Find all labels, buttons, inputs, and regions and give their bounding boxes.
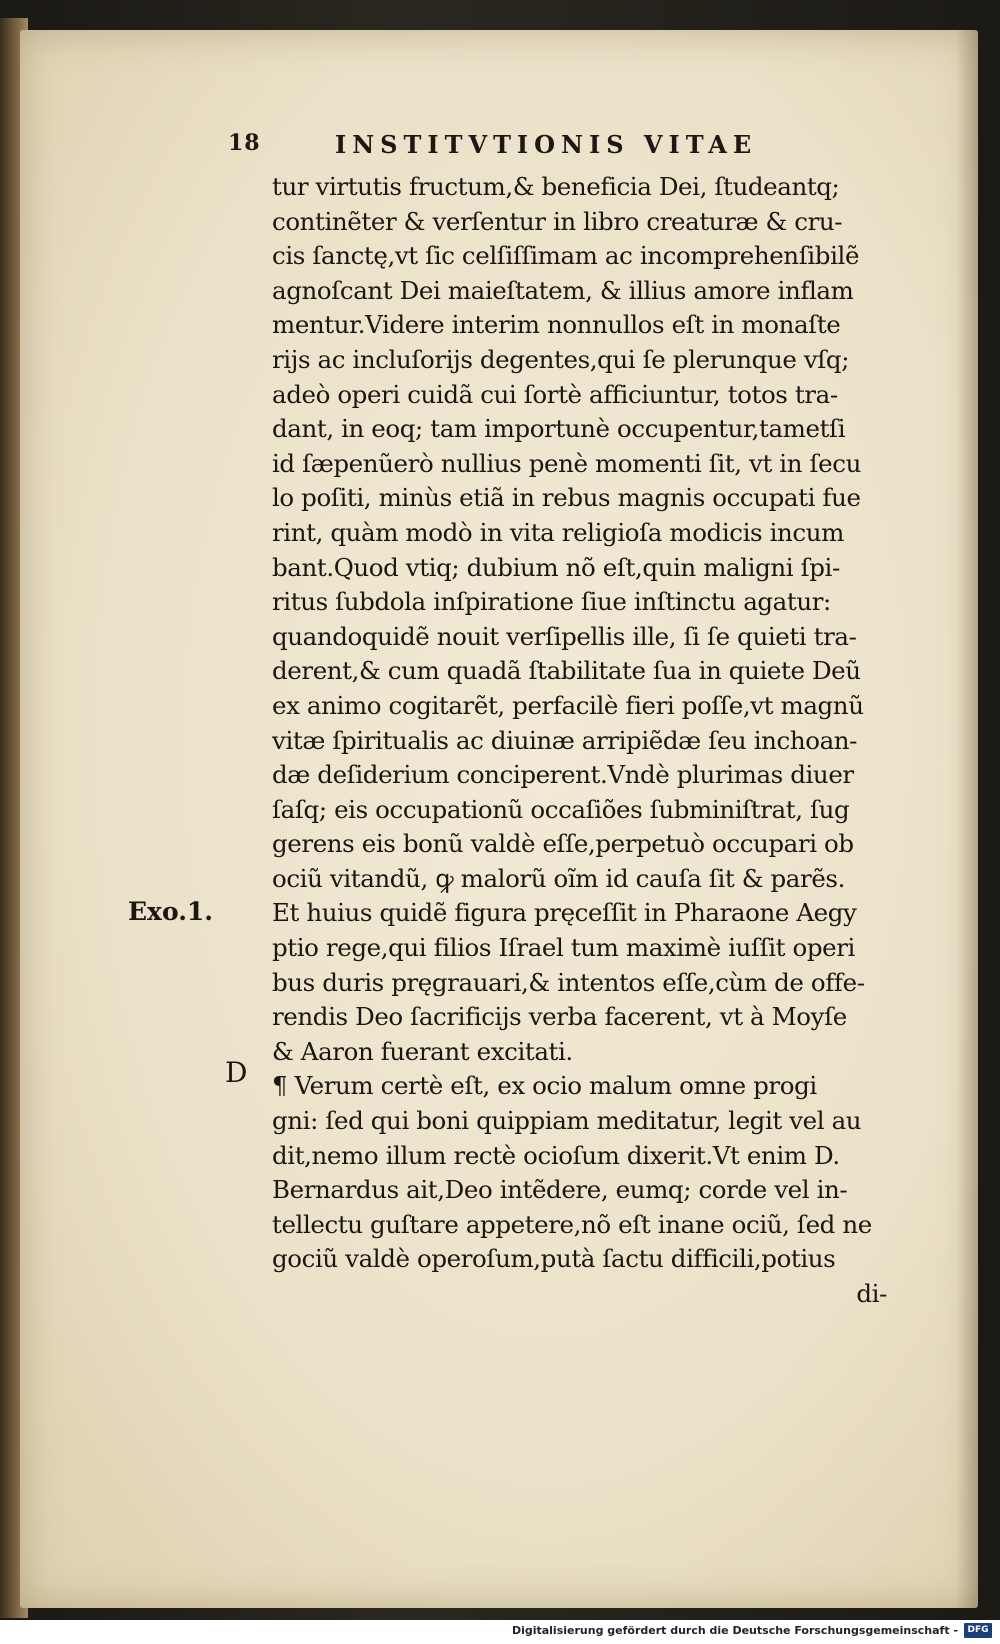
text-line: cis ſanctę,vt ſic celſiſſimam ac incomprehenſibilẽ — [272, 241, 860, 271]
text-line: bus duris pręgrauari,& intentos eſſe,cùm de offe- — [272, 967, 865, 997]
text-line: tur virtutis fructum,& beneficia Dei, ſtudeantq; — [272, 172, 840, 201]
text-line: ex animo cogitarẽt, perfacilè fieri poſſe,vt magnũ — [272, 690, 864, 720]
text-line: bant.Quod vtiq; dubium nõ eſt,quin maligni ſpi- — [272, 552, 840, 582]
text-line: ociũ vitandũ, ꝙ malorũ oĩm id cauſa ſit & parẽs. — [272, 863, 845, 893]
page-number: 18 — [228, 130, 261, 156]
running-title: INSTITVTIONIS VITAE — [335, 130, 758, 159]
dfg-logo: DFG — [964, 1623, 992, 1638]
text-line: derent,& cum quadã ſtabilitate ſua in quiete Deũ — [272, 656, 861, 686]
text-line: Et huius quidẽ figura pręceſſit in Pharaone Aegy — [272, 898, 857, 928]
text-line: gni: ſed qui boni quippiam meditatur, legit vel au — [272, 1106, 862, 1136]
text-line: quandoquidẽ nouit verſipellis ille, ſi ſe quieti tra- — [272, 621, 857, 651]
text-line: dant, in eoq; tam importunè occupentur,tametſi — [272, 414, 846, 444]
text-line: gerens eis bonũ valdè eſſe,perpetuò occupari ob — [272, 829, 854, 859]
catchword: di- — [856, 1279, 887, 1308]
body-text — [272, 170, 887, 1312]
text-line: tellectu guſtare appetere,nõ eſt inane ociũ, ſed ne — [272, 1209, 872, 1239]
text-line: ritus ſubdola inſpiratione ſiue inſtinctu agatur: — [272, 587, 831, 617]
text-line: Bernardus ait,Deo intẽdere, eumq; corde vel in- — [272, 1175, 848, 1205]
page-edge-shadow — [956, 30, 978, 1608]
text-line: rint, quàm modò in vita religioſa modicis incum — [272, 517, 844, 547]
text-line: vitæ ſpiritualis ac diuinæ arripiẽdæ ſeu inchoan- — [272, 725, 858, 755]
text-line: agnoſcant Dei maieſtatem, & illius amore inflam — [272, 275, 854, 305]
text-line: ¶ Verum certè eſt, ex ocio malum omne progi — [272, 1071, 817, 1101]
text-line: ptio rege,qui filios Iſrael tum maximè iuſſit operi — [272, 933, 855, 963]
text-line: continẽter & verſentur in libro creaturæ & cru- — [272, 206, 843, 236]
margin-reference: Exo.1. — [128, 897, 213, 926]
text-line: gociũ valdè operoſum,putà ſactu difficili,potius — [272, 1244, 836, 1274]
section-marker: D — [225, 1056, 248, 1089]
text-line: ſaſq; eis occupationũ occaſiões ſubminiſtrat, ſug — [272, 794, 850, 824]
text-line: & Aaron fuerant excitati. — [272, 1036, 573, 1066]
text-line: mentur.Videre interim nonnullos eſt in monaſte — [272, 310, 841, 340]
text-line: lo poſiti, minùs etiã in rebus magnis occupati fue — [272, 483, 861, 513]
text-line: id ſæpenũerò nullius penè momenti ſit, vt in ſecu — [272, 448, 861, 478]
page-header — [220, 130, 840, 160]
text-line: rijs ac incluſorijs degentes,qui ſe plerunque vſq; — [272, 344, 850, 374]
text-line: rendis Deo ſacrificijs verba facerent, vt à Moyſe — [272, 1002, 847, 1032]
funding-credit: Digitalisierung gefördert durch die Deutsche Forschungsgemeinschaft - — [511, 1624, 958, 1637]
text-line: dæ deſiderium conciperent.Vndè plurimas diuer — [272, 760, 854, 790]
footer-bar — [0, 1620, 1000, 1644]
text-line: adeò operi cuidã cui ſortè afficiuntur, totos tra- — [272, 379, 838, 409]
text-line: dit,nemo illum rectè ocioſum dixerit.Vt enim D. — [272, 1140, 840, 1170]
